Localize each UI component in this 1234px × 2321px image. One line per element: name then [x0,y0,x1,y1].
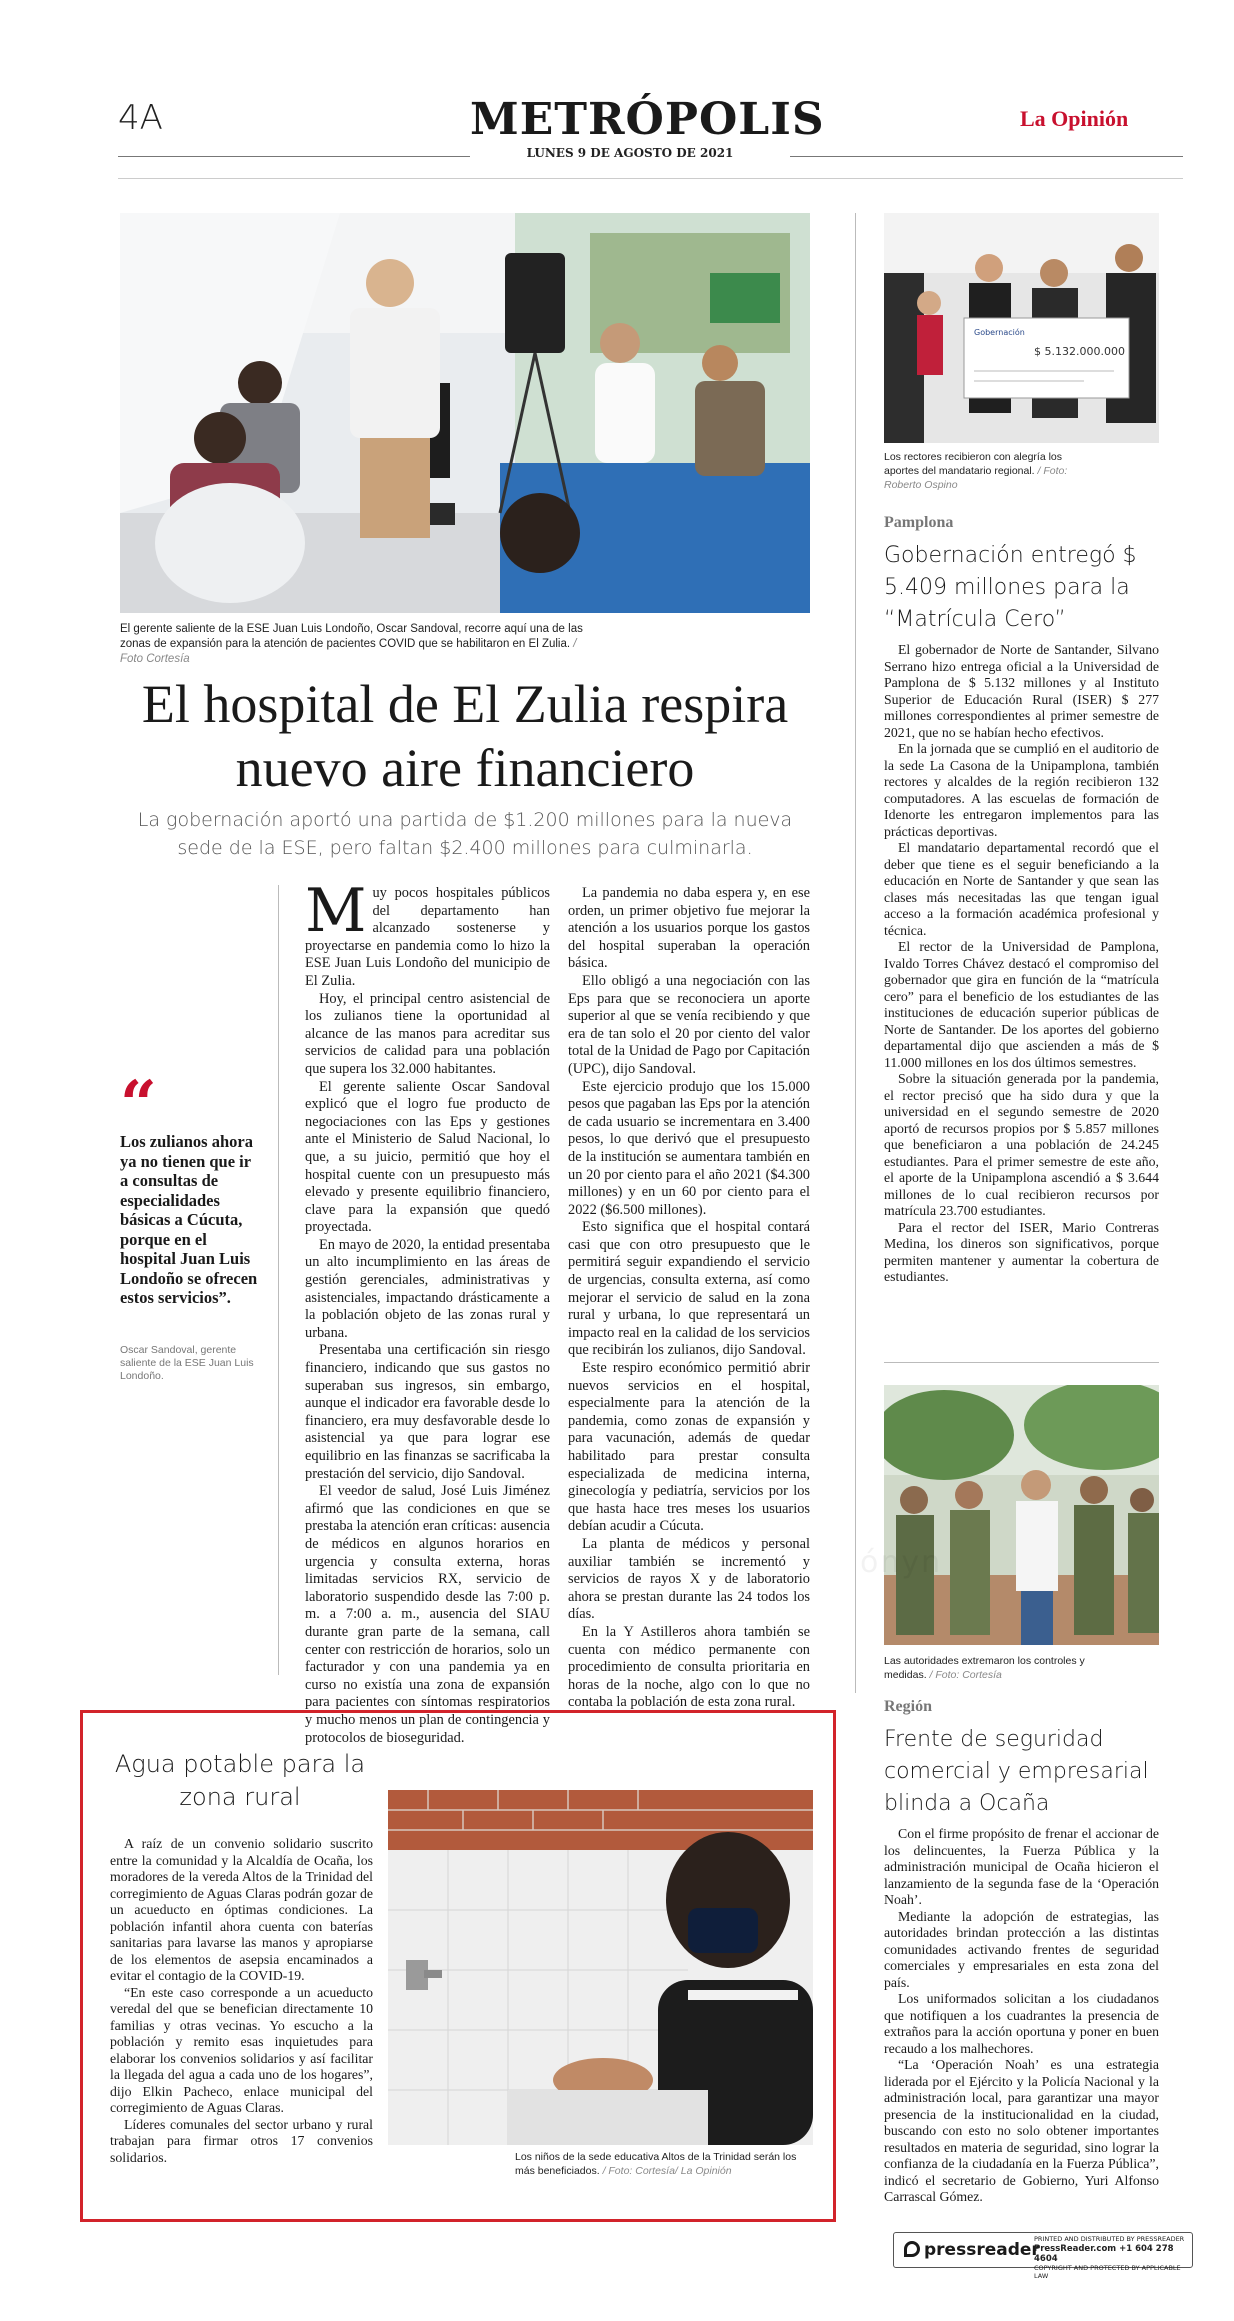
sidebar-divider [884,1362,1159,1363]
dropcap: M [305,876,367,946]
sidebar-photo-1 [884,213,1159,443]
check-brand: Gobernación [974,328,1025,337]
header-rule-right [790,156,1183,157]
lead-column-1: Muy pocos hospitales públicos del departamento han alcanzado sostenerse y proyectarse en pandemia como lo hizo la ESE Juan Luis Londoño del municipio de El Zulia. Hoy, el principal centro asistencial de los zulianos tiene la oportunidad al alcance de las manos para acreditar sus servicios de calidad para una población que supera los 32.000 habitantes. El gerente saliente Oscar Sandoval explicó que el logro fue producto de negociaciones con las Eps y gestiones ante el Ministerio de Salud Nacional, lo que, a su juicio, permitió que hoy el hospital cuente con un presupuesto más elevado y presente equilibrio financiero, clave para la expansión que quedó proyectada. En mayo de 2020, la entidad presentaba un alto incumplimiento en las áreas de gestión gerenciales, administrativas y asistenciales, impactando drásticamente a la población objeto de las zonas rural y urbana. Presentaba una certificación sin riesgo financiero, indicando que sus gastos no superaban sus ingresos, sin embargo, aunque el indicador era favorable desde lo financiero, era muy desfavorable desde lo asistencial ya que para lograr ese equilibrio en las finanzas se sacrificaba la prestación del servicio, dijo Sandoval. El veedor de salud, José Luis Jiménez afirmó que las condiciones en que se prestaba la atención eran críticas: ausencia de médicos en algunos horarios en urgencia y consulta externa, horas limitadas servicios RX, servicio de laboratorio suspendido desde las 7:00 p. m. a 7:00 a. m., ausencia del SIAU durante gran parte de la semana, call center con restricción de horarios, solo un facturador y con una pandemia ya en curso no existía una zona de expansión para pacientes con síntomas respiratorios y mucho menos un plan de contingencia y protocolos de bioseguridad. [305,876,550,1746]
pull-quote: Los zulianos ahora ya no tienen que ir a consultas de especialidades básicas a Cúcuta, porque en el hospital Juan Luis Londoño se ofrecen estos servicios”. [120,1132,258,1307]
sidebar-story-2-body: Con el firme propósito de frenar el accionar de los delincuentes, la Fuerza Pública y la administración municipal de Ocaña hicieron el lanzamiento de la segunda fase de la ‘Operación Noah’. Mediante la adopción de estrategias, las autoridades brindan protección a las distintas comunidades activando frentes de seguridad comerciales y empresariales en esta zona del país. Los uniformados solicitan a los ciudadanos que notifiquen a los cuadrantes la presencia de extraños para la acción oportuna y poner en buen recaudo a los malhechores. “La ‘Operación Noah’ es una estrategia liderada por el Ejército y la Policía Nacional y la administración local, para garantizar una mayor presencia de la institucionalidad en la ciudad, buscando con esto no solo obtener importantes resultados en materia de seguridad, sino lograr la confianza de la ciudadanía en la Fuerza Pública”, indicó el secretario de Gobierno, Yuri Alfonso Carrascal Gómez. [884,1826,1159,2204]
brand-logo[interactable]: La Opinión [1020,106,1129,131]
pressreader-notice: PRINTED AND DISTRIBUTED BY PRESSREADER PressReader.com +1 604 278 4604 COPYRIGHT AND PROTECTED BY APPLICABLE LAW [1034,2235,1185,2280]
pressreader-logo[interactable]: pressreader [904,2240,1040,2260]
main-headline: El hospital de El Zulia respira nuevo aire financiero [141,674,789,798]
pull-quote-attribution: Oscar Sandoval, gerente saliente de la ESE Juan Luis Londoño. [120,1344,254,1382]
box-story-body: A raíz de un convenio solidario suscrito entre la comunidad y la Alcaldía de Ocaña, los moradores de la vereda Altos de la Trinidad del corregimiento de Aguas Claras podrán gozar de un acueducto en óptimas condiciones. La población infantil ahora cuenta con baterías sanitarias para lavarse las manos y apropiarse de los elementos de asepsia encaminados a evitar el contagio de la COVID-19. “En este caso corresponde a un acueducto veredal del que se benefician directamente 10 familias y otras vecinas. Yo escucho a la población y remito esas inquietudes para elaborar los convenios solidarios y así facilitar la llegada del agua a cada uno de los hogares”, dijo Elkin Pacheco, enlace municipal del corregimiento de Aguas Claras. Líderes comunales del sector urbano y rural trabajan para firmar otros 17 convenios solidarios. [110,1836,373,2165]
header-rule-left [118,156,470,157]
header-rule-bottom [118,178,1183,179]
quote-mark-icon: “ [120,1067,157,1142]
photo-credit: / Foto: Cortesía [929,1669,1002,1681]
sidebar-rule [855,213,856,1693]
section-title: METRÓPOLIS [470,94,825,145]
check-amount: $ 5.132.000.000 [1034,345,1125,358]
story-headline[interactable]: Gobernación entregó $ 5.409 millones para la “Matrícula Cero” [884,543,1137,632]
watermark: ónyn [860,1545,943,1580]
story-headline[interactable]: Frente de seguridad comercial y empresarial blinda a Ocaña [884,1727,1149,1816]
lead-photo [120,213,810,613]
sidebar-photo-2-caption: Las autoridades extremaron los controles y medidas. / Foto: Cortesía [884,1655,1085,1681]
main-subhead: La gobernación aportó una partida de $1.200 millones para la nueva sede de la ESE, pero faltan $2.400 millones para culminarla. [137,809,793,859]
issue-date: LUNES 9 DE AGOSTO DE 2021 [526,146,734,160]
photo-credit: / Foto Cortesía [120,638,577,665]
lead-column-2: La pandemia no daba espera y, en ese orden, un primer objetivo fue mejorar la atención a los usuarios porque los gastos del hospital superaban la operación básica. Ello obligó a una negociación con las Eps para que se reconociera un aporte superior al que se venía recibiendo y que era de tan solo el 20 por ciento del valor total de la Unidad de Pago por Capitación (UPC), dijo Sandoval. Este ejercicio produjo que los 15.000 pesos que pagaban las Eps por la atención de cada usuario se incrementara en 3.400 pesos, lo que derivó que el presupuesto de la institución se aumentara también en un 20 por ciento para el año 2021 ($4.300 millones) y en un 60 por ciento para el 2022 ($6.500 millones). Esto significa que el hospital contará casi que con otro presupuesto que le permitirá seguir expandiendo el servicio de urgencias, consulta externa, así como mejorar el servicio de salud en la zona rural y urbana, lo que representará un impacto real en la calidad de los servicios que recibirán los zulianos, dijo Sandoval. Este respiro económico permitió abrir nuevos servicios en el hospital, especialmente para la atención de la pandemia, como zonas de expansión y para vacunación, además de quedar habilitado para prestar consulta especializada de medicina interna, ginecología y pediatría, servicios por los que hasta hace tres meses los usuarios debían acudir a Cúcuta. La planta de médicos y personal auxiliar también se incrementó y servicios de rayos X y de laboratorio ahora se prestan durante las 24 todos los días. En la Y Astilleros ahora también se cuenta con médico permanente con procedimiento de consulta prioritaria en horas de la noche, algo con lo que no contaba la población de esta zona rural. [568,885,810,1711]
page-number: 4A [118,98,163,138]
pressreader-icon [904,2241,920,2257]
story-kicker: Región [884,1698,932,1715]
box-headline[interactable]: Agua potable para la zona rural [114,1750,366,1811]
column-rule [278,885,279,1675]
photo-credit: / Foto: Roberto Ospino [884,465,1068,491]
box-photo [388,1790,813,2145]
sidebar-story-1-body: El gobernador de Norte de Santander, Silvano Serrano hizo entrega oficial a la Universidad de Pamplona de $ 5.132 millones y al Instituto Superior de Educación Rural (ISER) $ 277 millones correspondientes al primer semestre de 2021, que no se habían hecho efectivos. En la jornada que se cumplió en el auditorio de la sede La Casona de la Unipamplona, también rectores y alcaldes de la región recibieron 132 computadores. A las escuelas de formación de Idenorte les entregaron implementos para las prácticas deportivas. El mandatario departamental recordó que el deber que tiene es el seguir beneficiando a la educación en Norte de Santander y que sean las clases más necesitadas las que tengan igual acceso a la formación académica profesional y técnica. El rector de la Universidad de Pamplona, Ivaldo Torres Chávez destacó el compromiso del gobernador que gira en función de la “matrícula cero” para el beneficio de los estudiantes de las instituciones de educación superior públicas de Norte de Santander. De los aportes del gobierno departamental dijo que ascienden a más de $ 11.000 millones en los dos últimos semestres. Sobre la situación generada por la pandemia, el rector precisó que ha sido dura y que la universidad en el segundo semestre de 2020 aportó de recursos propios por $ 5.857 millones que beneficiaron a una población de 24.245 estudiantes. Para el primer semestre de este año, el aporte de la Unipamplona ascendió a $ 3.644 millones de lo cual recibieron recursos por matrícula 23.700 estudiantes. Para el rector del ISER, Mario Contreras Medina, los dineros son significativos, porque permiten mantener y aumentar la cobertura de estudiantes. [884,642,1159,1284]
story-kicker: Pamplona [884,514,954,531]
lead-photo-caption: El gerente saliente de la ESE Juan Luis Londoño, Oscar Sandoval, recorre aquí una de las zonas de expansión para la atención de pacientes COVID que se habilitaron en El Zulia. / Foto Cortesía [120,623,583,665]
sidebar-photo-2 [884,1385,1159,1645]
sidebar-photo-1-caption: Los rectores recibieron con alegría los aportes del mandatario regional. / Foto: Roberto Ospino [884,451,1068,491]
box-photo-caption: Los niños de la sede educativa Altos de la Trinidad serán los más beneficiados. / Foto: Cortesía/ La Opinión [515,2151,797,2177]
photo-credit: / Foto: Cortesía/ La Opinión [602,2165,732,2177]
